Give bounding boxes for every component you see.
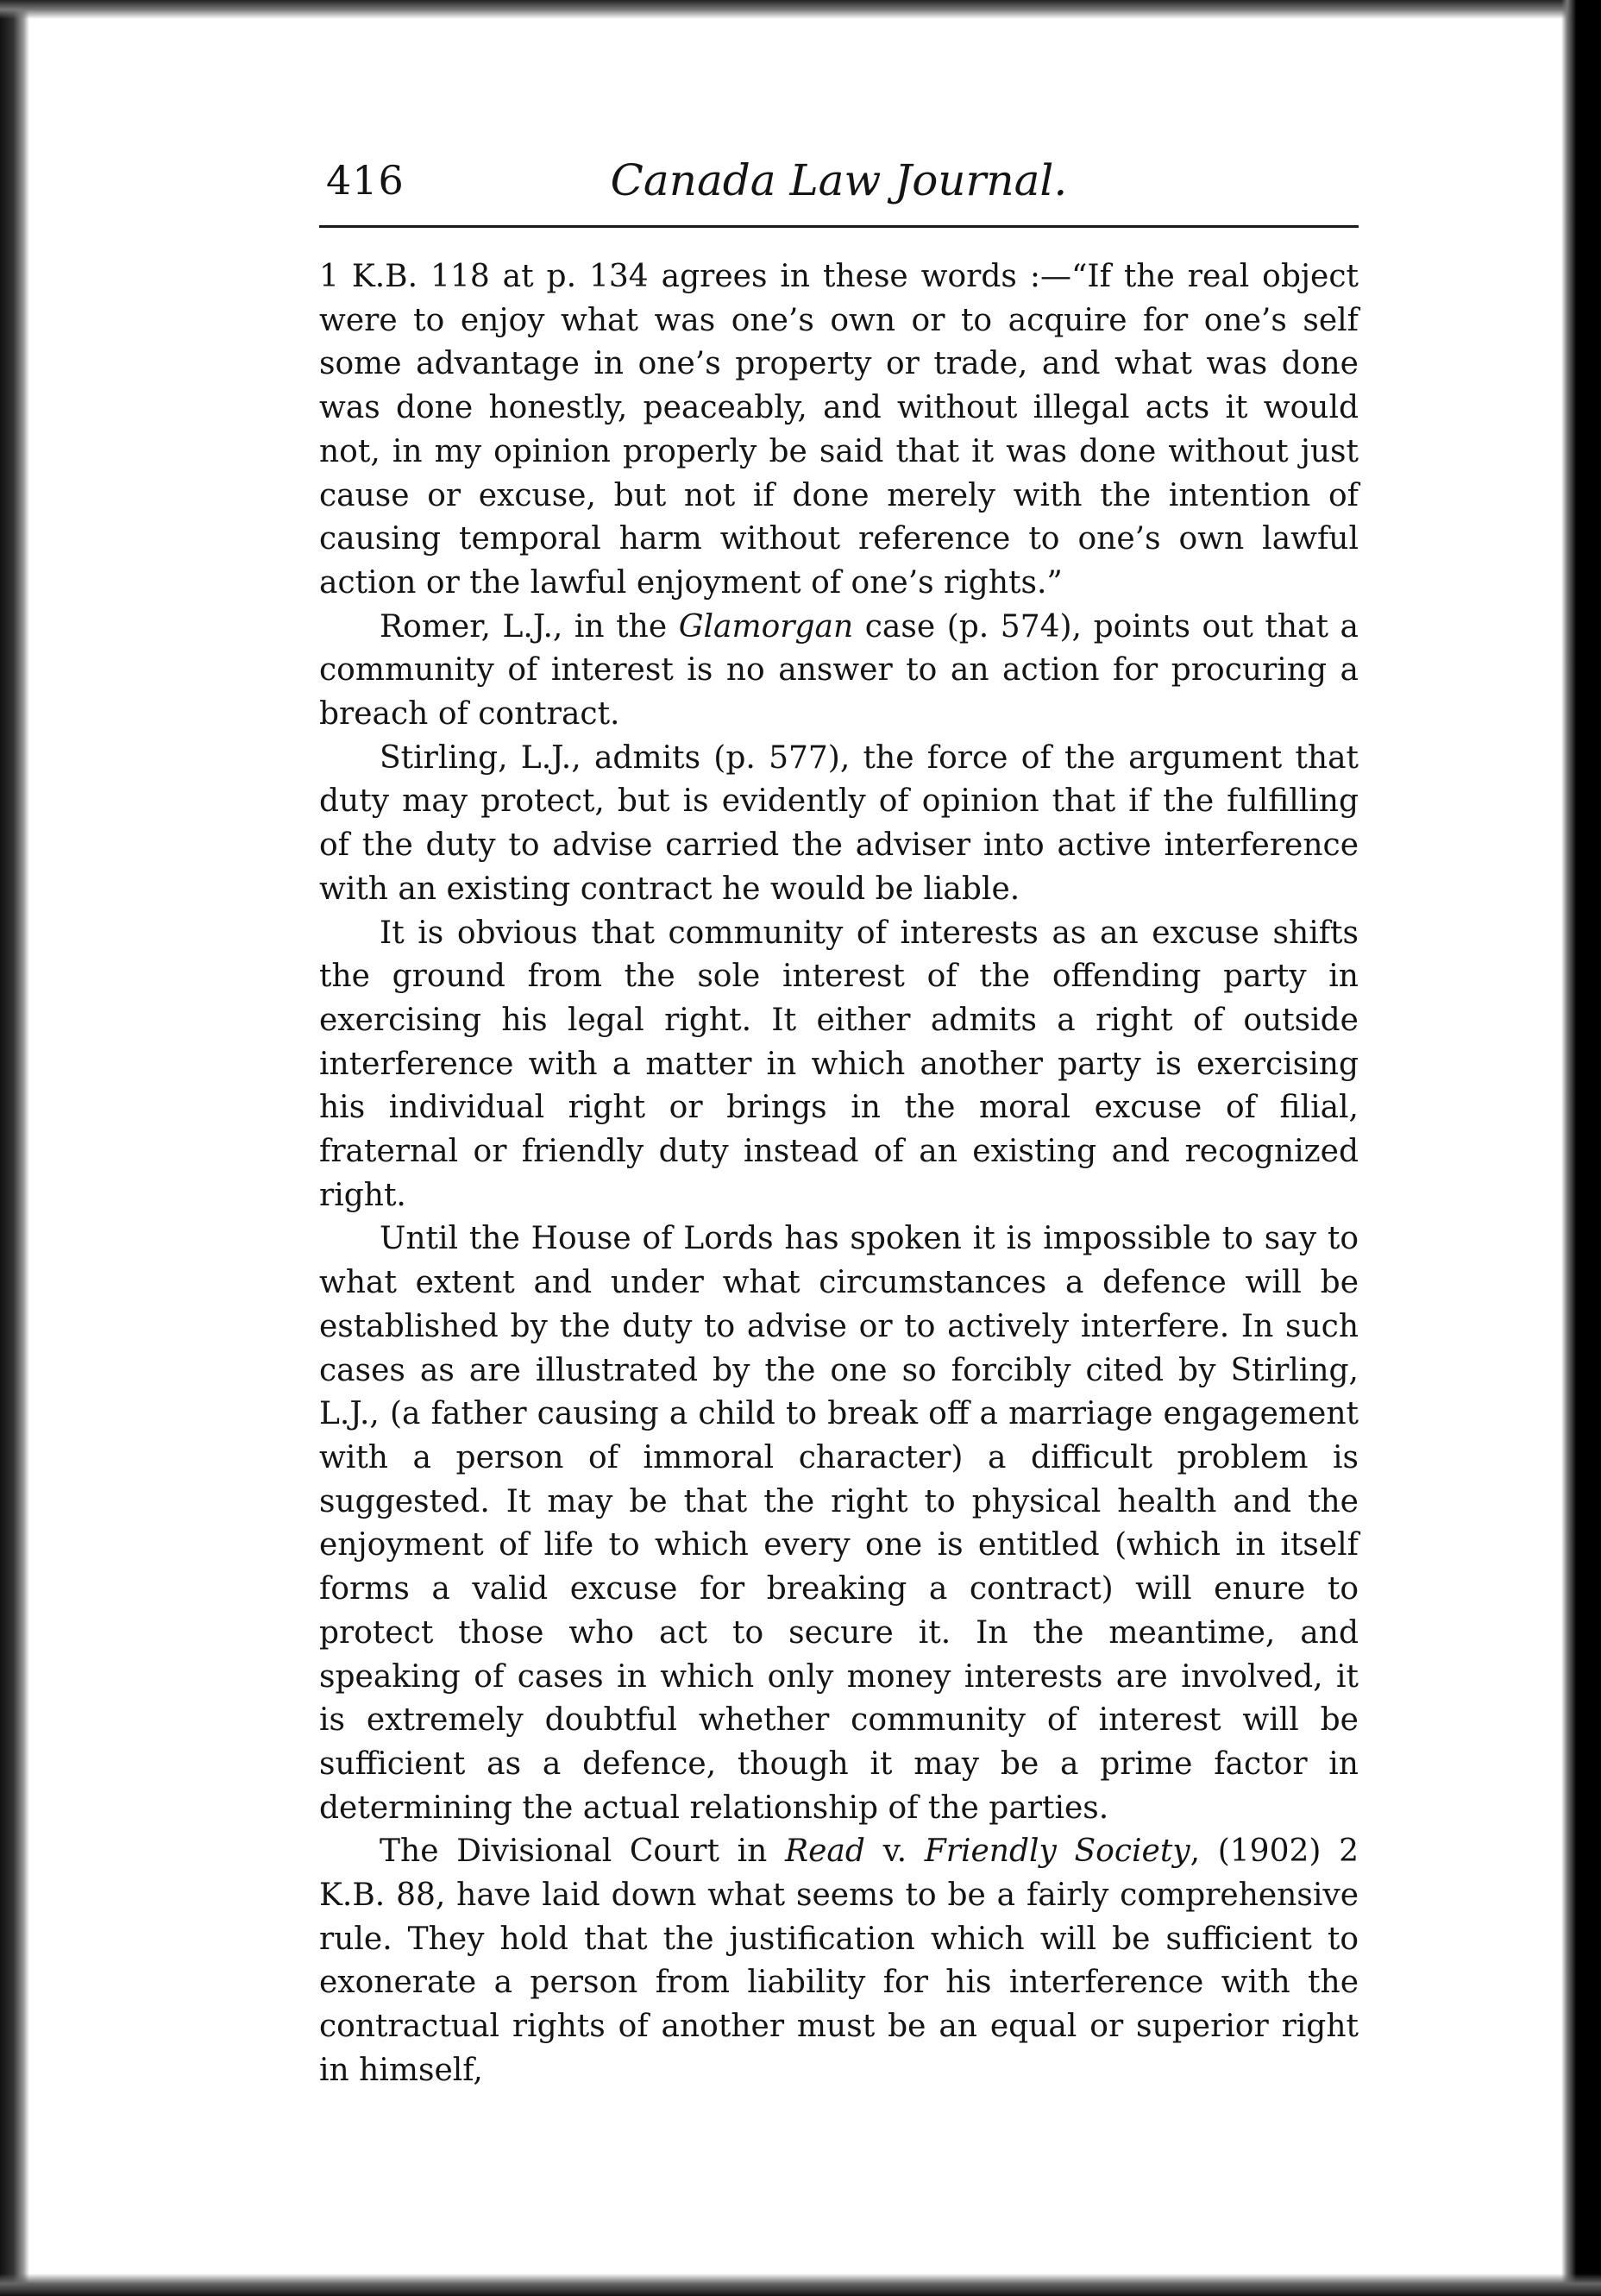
article-body: [319, 255, 1359, 2093]
paragraph-text: case (p. 574), points out that a community of interest is no answer to an action for procuring a breach of contract.: [319, 608, 1359, 733]
body-paragraph: [319, 912, 1359, 1218]
body-paragraph: [319, 737, 1359, 912]
paragraph-text: v.: [864, 1834, 925, 1870]
italic-case-name: Glamorgan: [678, 608, 854, 645]
paragraph-text: Romer, L.J., in the: [380, 608, 679, 645]
body-paragraph: [319, 1830, 1359, 2092]
paragraph-text: , (1902) 2 K.B. 88, have laid down what seems to be a fairly comprehensive rule. They hold that the justification which will be sufficient to exonerate a person from liability for his interference with the contractual rights of another must be an equal or superior right in himself,: [319, 1834, 1359, 2088]
paragraph-text: Until the House of Lords has spoken it is impossible to say to what extent and under what circumstances a defence will be established by the duty to advise or to actively interfere. In such cases as are illustrated by the one so forcibly cited by Stirling, L.J., (a father causing a child to break off a marriage engagement with a person of immoral character) a difficult problem is suggested. It may be that the right to physical health and the enjoyment of life to which every one is entitled (which in itself forms a valid excuse for breaking a contract) will enure to protect those who act to secure it. In the meantime, and speaking of cases in which only money interests are involved, it is extremely doubtful whether community of interest will be sufficient as a defence, though it may be a prime factor in determining the actual relationship of the parties.: [319, 1221, 1359, 1826]
body-paragraph: [319, 1217, 1359, 1830]
scan-shadow-top: [0, 0, 1601, 19]
italic-case-name: Friendly Society: [924, 1834, 1190, 1870]
page-number: 416: [326, 157, 405, 204]
body-paragraph: [319, 606, 1359, 737]
paragraph-text: It is obvious that community of interests as an excuse shifts the ground from the sole interest of the offending party in exercising his legal right. It either admits a right of outside interference with a matter in which another party is exercising his individual right or brings in the moral excuse of filial, fraternal or friendly duty instead of an existing and recognized right.: [319, 915, 1359, 1213]
body-paragraph: [319, 255, 1359, 606]
paragraph-text: The Divisional Court in: [380, 1834, 785, 1870]
scan-shadow-bottom: [0, 2274, 1601, 2296]
journal-title: Canada Law Journal.: [610, 155, 1068, 205]
header-rule: [319, 225, 1359, 228]
paragraph-text: 1 K.B. 118 at p. 134 agrees in these words :—“If the real object were to enjoy what was one’s own or to acquire for one’s self some advantage in one’s property or trade, and what was done was done honestly, peaceably, and without illegal acts it would not, in my opinion properly be said that it was done without just cause or excuse, but not if done merely with the intention of causing temporal harm without reference to one’s own lawful action or the lawful enjoyment of one’s rights.”: [319, 259, 1359, 601]
running-header: [319, 154, 1359, 223]
italic-case-name: Read: [784, 1834, 865, 1870]
paragraph-text: Stirling, L.J., admits (p. 577), the force of the argument that duty may protect, but is evidently of opinion that if the fulfilling of the duty to advise carried the adviser into active interference with an existing contract he would be liable.: [319, 739, 1359, 907]
scan-shadow-right: [1561, 0, 1601, 2296]
scan-shadow-left: [0, 0, 29, 2296]
